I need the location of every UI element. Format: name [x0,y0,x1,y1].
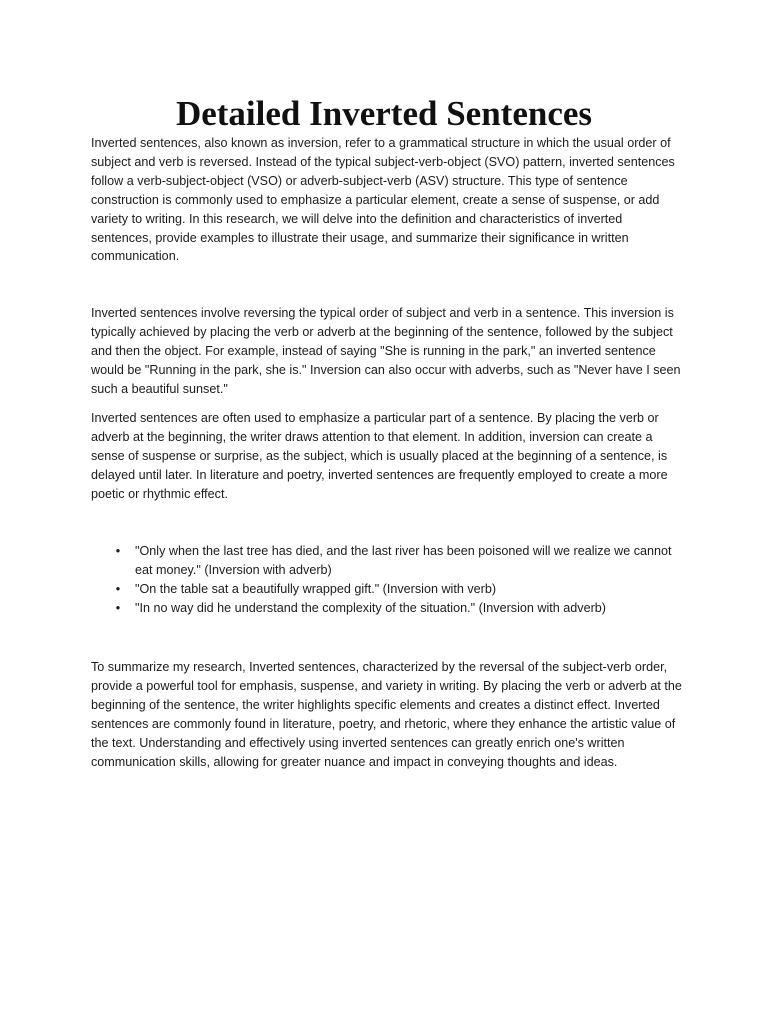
examples-section [113,542,683,618]
bullet-icon: • [115,581,121,596]
document-title: Detailed Inverted Sentences [175,94,593,133]
example-text: "In no way did he understand the complexity of the situation." (Inversion with adverb) [135,600,606,615]
list-item [113,542,683,580]
paragraph-summary: To summarize my research, Inverted sentences, characterized by the reversal of the subject-verb order, provide a powerful tool for emphasis, suspense, and variety in writing. By placing the verb or adverb at the beginning of the sentence, the writer highlights specific elements and creates a distinct effect. Inverted sentences are commonly found in literature, poetry, and rhetoric, where they enhance the artistic value of the text. Understanding and effectively using inverted sentences can greatly enrich one's written communication skills, allowing for greater nuance and impact in conveying thoughts and ideas. [91,660,682,769]
list-item [113,580,683,599]
paragraph-definition: Inverted sentences involve reversing the typical order of subject and verb in a sentence. This inversion is typically achieved by placing the verb or adverb at the beginning of the sentence, followed by the subject and then the object. For example, instead of saying "She is running in the park," an inverted sentence would be "Running in the park, she is." Inversion can also occur with adverbs, such as "Never have I seen such a beautiful sunset." [91,306,681,396]
example-text: "Only when the last tree has died, and the last river has been poisoned will we realize we cannot eat money." (Inversion with adverb) [135,544,672,577]
list-item [113,599,683,618]
paragraph-usage: Inverted sentences are often used to emphasize a particular part of a sentence. By placing the verb or adverb at the beginning, the writer draws attention to that element. In addition, inversion can create a sense of suspense or surprise, as the subject, which is usually placed at the beginning of a sentence, is delayed until later. In literature and poetry, inverted sentences are frequently employed to create a more poetic or rhythmic effect. [91,411,668,501]
examples-list [113,542,683,618]
bullet-icon: • [115,600,121,615]
bullet-icon: • [115,544,121,558]
example-text: "On the table sat a beautifully wrapped gift." (Inversion with verb) [135,581,497,596]
paragraph-introduction: Inverted sentences, also known as inversion, refer to a grammatical structure in which the usual order of subject and verb is reversed. Instead of the typical subject-verb-object (SVO) pattern, inverted sentences follow a verb-subject-object (VSO) or adverb-subject-verb (ASV) structure. This type of sentence construction is commonly used to emphasize a particular element, create a sense of suspense, or add variety to writing. In this research, we will delve into the definition and characteristics of inverted sentences, provide examples to illustrate their usage, and summarize their significance in written communication. [91,136,675,264]
